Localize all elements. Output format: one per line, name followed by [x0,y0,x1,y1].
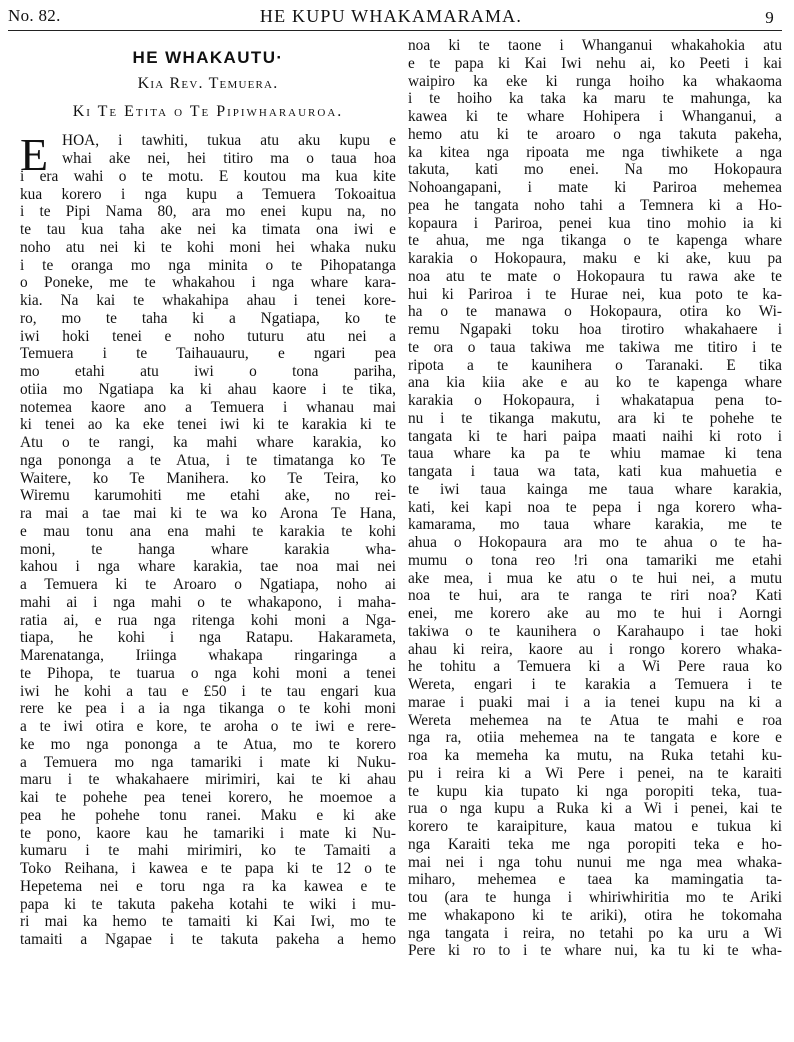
text-line: kua korero i nga kupu a Temuera Tokoaitua [20,185,396,203]
text-line: remu Ngapaki toku hoa tirotiro whakahaere i [408,321,782,338]
text-line: maru i te whakahaere mirimiri, kai te ki ahau [20,771,396,789]
text-line: nu i te tikanga makutu, ara ki te pohehe te [408,409,782,427]
text-line: pea he tangata noho tahi a Temnera ki a Ho- [408,196,782,214]
text-line: Waitere, ko Te Manihera. ko Te Teira, ko [20,469,396,487]
left-column-text [20,129,396,949]
text-line: tiapa, he kohi i nga Ratapu. Hakarameta, [20,629,396,647]
text-line: o Poneke, me te whakahou i nga whare kara- [20,274,396,292]
issue-number: No. 82. [8,6,61,25]
text-line: ka kitea nga ripoata me nga tiwhikete a nga [408,143,782,161]
text-line: nga tangata i reira, no tetahi po ka uru a Wi [408,924,782,942]
text-line: nga pononga a te Atua, i te timatanga ko Te [20,451,396,469]
text-line: tamaiti a Ngapae i te takuta pakeha a hemo [20,931,396,948]
text-line: Toko Reihana, i kawea e te papa ki te 12 o te [20,860,396,877]
text-line: kumaru i te mahi mirimiri, ko te Tamaiti a [20,842,396,860]
text-line: marae i puaki mai i a ia tenei kupu na ki a [408,693,782,711]
text-line: noa atu te mate o Hokopaura tu rawa ake te [408,267,782,285]
text-line: Wereta, engari i te karakia a Temuera i te [408,676,782,693]
text-line: te ora o taua takiwa me takiwa me titiro i te [408,338,782,356]
text-line: tangata ki te hari paipa maati naihi ki roto i [408,427,782,445]
text-line: iwi hoki tenei e noho tuturu atu nei a [20,327,396,345]
text-line: ke mo nga pononga a te Atua, mo te korero [20,735,396,753]
text-line: pea he pohehe tonu ranei. Maku e ki ake [20,806,396,824]
text-line: ra mai a tae mai ki te wa ko Arona Te Hana, [20,505,396,522]
text-line: mumu o tona reo !ri ona tamariki me etahi [408,551,782,569]
text-line: enei, me korero ake au mo te hui i Aorngi [408,605,782,622]
text-line: papa ki te takuta pakeha kotahi te wiki i mu- [20,895,396,913]
text-line: me whakapono ki te ariki), otira he tokomaha [408,906,782,924]
header-rule [8,30,782,31]
text-line: ratia ai, e rua nga ritenga kohi moni a Nga- [20,611,396,629]
text-line: e te papa ki Kai Iwi nehu ai, ko Peeti i kai [408,54,782,72]
text-line: nga ra, otiia mehemea na te tangata e kore e [408,729,782,747]
text-line: Wereta mehemea na te Atua te mahi e roa [408,711,782,729]
text-line: rere ke pea i a ia nga tikanga o te kohi moni [20,700,396,718]
right-column-text [408,37,782,960]
article-title: HE WHAKAUTU· [132,48,284,67]
page-number: 9 [765,8,774,27]
text-line: te ahua, me nga tikanga o te kapenga whare [408,232,782,250]
text-line: kai te pohehe pea tenei korero, he moemoe a [20,789,396,806]
text-line: he tohitu a Temuera ki a Wi Pere raua ko [408,658,782,676]
text-line: ake mea, i mua ke atu o te hui nei, a mutu [408,569,782,587]
text-line: ki tenei ao ka eke tenei iwi ki te karakia ki te [20,416,396,434]
text-line: kamarama, mo taua whare karakia, me te [408,516,782,534]
text-line: noa te hui, ara te ranga te riri noa? Kati [408,587,782,605]
text-line: Atu o te rangi, ka mahi whare karakia, ko [20,434,396,451]
text-line: mo etahi atu iwi o tona pariha, [20,363,396,380]
article-byline: Kia Rev. Temuera. [137,74,279,92]
text-line: tou (ara te hunga i whiriwhiritia mo te Ariki [408,889,782,906]
right-column [408,37,782,960]
text-line: ahau ki reira, kaore au i rongo korero whaka- [408,640,782,658]
text-line: noho atu nei ki te kohi moni hei whaka nuku [20,238,396,256]
text-line: korero te karaipiture, kaua matou e tukua ki [408,818,782,835]
text-line: ripota a te kaunihera o Taranaki. E tika [408,356,782,374]
text-line: te tau kua taha ake nei ka timata ona iwi e [20,221,396,238]
text-line: otiia mo Ngatiapa ka ki ahau kaore i te tika, [20,380,396,398]
text-line: Nohoangapani, i mate ki Pariroa mehemea [408,179,782,196]
text-line: te kupu kia tupato ki nga poropiti teka, tua- [408,782,782,800]
text-line: a Temuera ki te Aroaro o Ngatiapa, noho ai [20,576,396,593]
text-line: tangata i taua wa tata, kati kua mahuetia e [408,463,782,480]
text-line: pu i reira ki a Wi Pere i penei, na te karaiti [408,764,782,782]
text-line: nga Karaiti teka me nga poropiti teka e ho- [408,835,782,853]
text-line: hui ki Pariroa i te Hurae nei, kua poto te ka- [408,285,782,303]
text-line: kawea ki te whare Hohipera i Whanganui, a [408,108,782,125]
text-line: Wiremu karumohiti me etahi ake, no rei- [20,487,396,505]
text-line: hemo atu ki te aroaro o nga takuta pakeha, [408,125,782,143]
text-line: miharo, mehemea e taea ka mamingatia ta- [408,871,782,889]
text-line: iwi he kohi a tau e £50 i te tau engari kua [20,682,396,700]
text-line: takiwa o te kaunihera o Karahaupo i tae hoki [408,622,782,640]
text-line: noa ki te taone i Whanganui whakahokia atu [408,37,782,54]
text-line: moni, te hanga whare karakia wha- [20,540,396,558]
text-line: karakia o Hokopaura, maku e ki ake, kuu pa [408,250,782,267]
text-line: a Temuera mo nga tamariki i mate ki Nuku- [20,753,396,771]
text-line: i era wahi o te motu. E koutou ma kua kite [20,167,396,185]
text-line: ana kia kiia ake e au ko te kapenga whare [408,374,782,392]
text-line: i te hoiho ka taka ka maru te mahunga, ka [408,90,782,108]
article-addressee: Ki Te Etita o Te Pipiwharauroa. [72,102,344,120]
text-line: ahua o Hokopaura ara mo te ahua o te ha- [408,534,782,551]
text-line: ha o te manawa o Hokopaura, otira ko Wi- [408,303,782,321]
text-line: te pono, kaore kau he tamariki i mate ki Nu- [20,824,396,842]
text-line: i te Pipi Nama 80, ara mo enei kupu na, no [20,203,396,221]
publication-title: HE KUPU WHAKAMARAMA. [259,6,523,26]
text-line: takuta, kati mo enei. Na mo Hokopaura [408,161,782,179]
text-line: HOA, i tawhiti, tukua atu aku kupu e [62,132,396,150]
text-line: kia. Na kai te whakahipa ahau i tenei kore- [20,292,396,309]
running-header [8,4,774,30]
text-line: Temuera i te Taihauauru, e ngari pea [20,345,396,363]
text-line: ro, mo te taha ki a Ngatiapa, ko te [20,309,396,327]
text-line: Pere ki ro to i te whare nui, ka tu ki te wha- [408,942,782,960]
text-line: karakia o Hokopaura, i whakatapua pena to- [408,392,782,409]
text-line: kahou i nga whare karakia, tae noa mai nei [20,558,396,576]
text-line: Hepetema nei e toru nga ra ka kawea e te [20,877,396,895]
text-line: mai nei i nga tohu nunui me nga mea whaka- [408,853,782,871]
text-line: te iwi taua kainga me taua whare karakia, [408,480,782,498]
left-column [20,37,396,949]
text-line: taua whare ka pa te whiu mamae ki tena [408,445,782,463]
text-line: kati, kei kapi noa te pepa i nga korero wha- [408,498,782,516]
text-line: i te oranga mo nga minita o te Pihopatanga [20,256,396,274]
text-line: notemea kaore ano a Temuera i whanau mai [20,398,396,416]
text-line: te Pihopa, te tuarua o nga kohi moni a tenei [20,664,396,682]
text-line: e mau tonu ana ena mahi te karakia te kohi [20,522,396,540]
text-line: ri mai ka hemo te tamaiti ki Kai Iwi, mo te [20,913,396,931]
text-line: a te iwi otira e kore, te aroha o te iwi e rere- [20,718,396,735]
text-line: roa ka memeha ka mutu, na Ruka tetahi ku- [408,747,782,764]
text-line: kopaura i Pariroa, penei kua tino mohio ia ki [408,214,782,232]
text-line: Marenatanga, Iriinga whakapa ringaringa a [20,647,396,664]
text-line: whai ake nei, hei titiro ma o taua hoa [62,150,396,167]
text-line: waipiro ka eke ki runga hoiho ka whakaoma [408,72,782,90]
drop-cap: E [20,129,49,181]
text-line: mahi ai i nga mahi o te whakapono, i maha- [20,593,396,611]
text-line: rua o nga kupu a Ruka ki a Wi i penei, kai te [408,800,782,818]
